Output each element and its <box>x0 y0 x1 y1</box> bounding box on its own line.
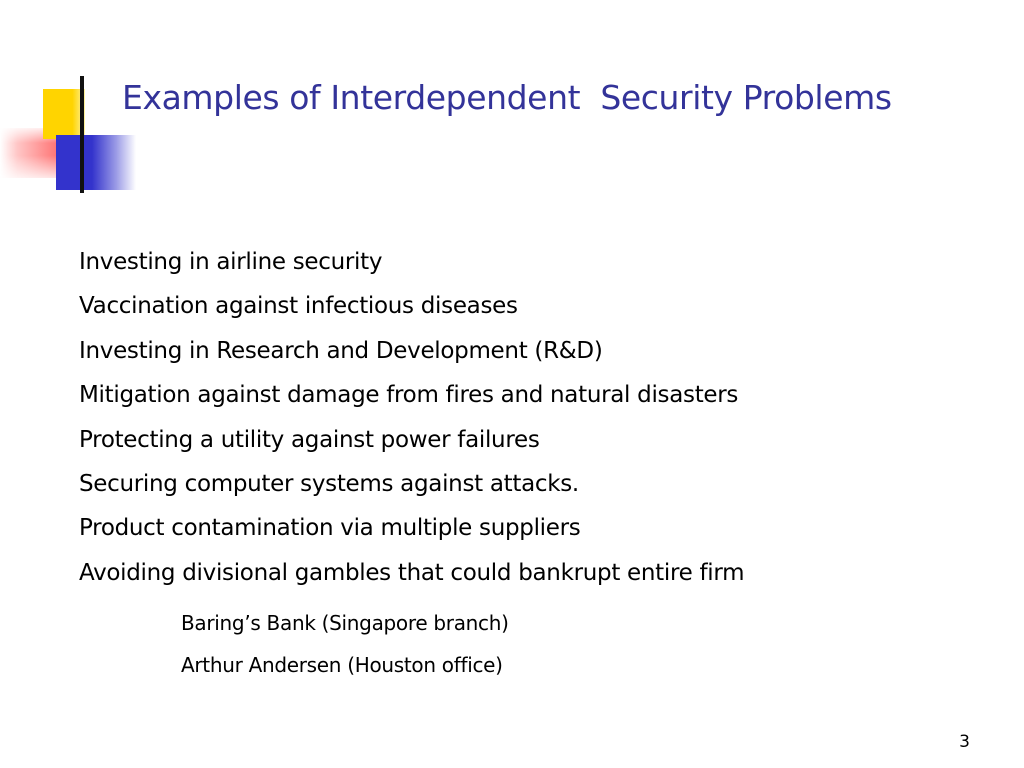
bullet-item: Protecting a utility against power failures <box>79 426 540 453</box>
decorative-vertical-line <box>80 76 84 193</box>
bullet-item: Investing in Research and Development (R&D) <box>79 337 603 364</box>
decorative-yellow-square <box>43 89 85 139</box>
page-number: 3 <box>959 732 970 752</box>
bullet-item: Mitigation against damage from fires and natural disasters <box>79 382 739 409</box>
bullet-item: Investing in airline security <box>79 249 383 275</box>
bullet-item: Avoiding divisional gambles that could bankrupt entire firm <box>79 559 745 586</box>
sub-bullet-item: Baring’s Bank (Singapore branch) <box>181 611 509 635</box>
bullet-item: Product contamination via multiple suppliers <box>79 515 581 542</box>
bullet-item: Vaccination against infectious diseases <box>79 293 518 320</box>
slide-title: Examples of Interdependent Security Problems <box>122 78 892 117</box>
decorative-blue-square <box>56 135 136 190</box>
sub-bullet-item: Arthur Andersen (Houston office) <box>181 653 503 677</box>
bullet-item: Securing computer systems against attacks. <box>79 471 579 498</box>
sub-bullet-list <box>181 602 509 686</box>
bullet-list <box>79 240 744 595</box>
